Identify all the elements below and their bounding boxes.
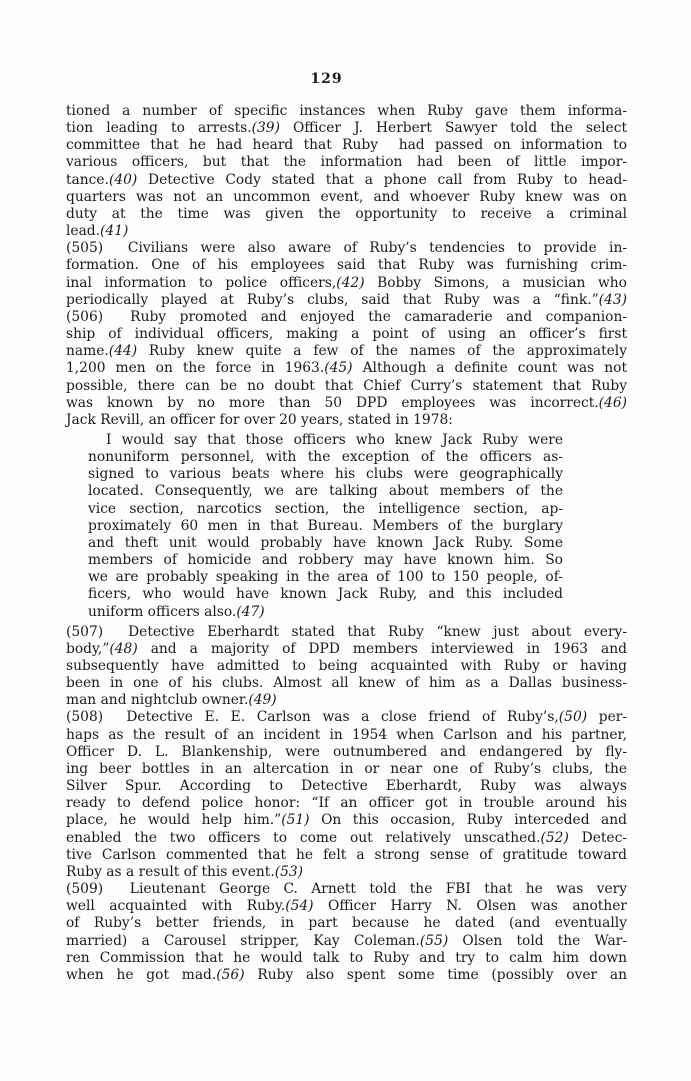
text-line: body,”(48) and a majority of DPD members interviewed in 1963 and <box>66 640 627 657</box>
text-line: tance.(40) Detective Cody stated that a phone call from Ruby to head- <box>66 171 627 188</box>
text-line: name.(44) Ruby knew quite a few of the names of the approximately <box>66 343 627 360</box>
block-quote <box>88 432 563 621</box>
text-line: well acquainted with Ruby.(54) Officer Harry N. Olsen was another <box>66 898 627 915</box>
text-line: members of homicide and robbery may have known him. So <box>88 552 563 569</box>
text-line: tioned a number of specific instances when Ruby gave them informa- <box>66 103 627 119</box>
text-line: married) a Carousel stripper, Kay Coleman.(55) Olsen told the War- <box>66 932 627 949</box>
text-line: subsequently have admitted to being acquainted with Ruby or having <box>66 658 627 674</box>
text-line: lead.(41) <box>66 223 129 240</box>
text-line: of Ruby’s better friends, in part because he dated (and eventually <box>66 915 627 932</box>
text-line: ship of individual officers, making a point of using an officer’s first <box>66 326 627 343</box>
text-line: ren Commission that he would talk to Ruby and try to calm him down <box>66 949 627 966</box>
text-line: committee that he had heard that Ruby had passed on information to <box>66 137 627 154</box>
text-line: and theft unit would probably have known Jack Ruby. Some <box>88 534 563 551</box>
text-line: various officers, but that the information had been of little impor- <box>66 154 627 171</box>
text-line: (505) Civilians were also aware of Ruby’s tendencies to provide in- <box>66 240 627 257</box>
text-line: tion leading to arrests.(39) Officer J. Herbert Sawyer told the select <box>66 120 627 137</box>
paragraph-505 <box>66 240 627 309</box>
text-line: nonuniform personnel, with the exception of the officers as- <box>88 449 563 466</box>
text-line: (507) Detective Eberhardt stated that Ruby “knew just about every- <box>66 623 627 640</box>
text-line: ready to defend police honor: “If an officer got in trouble around his <box>66 795 627 812</box>
text-line: man and nightclub owner.(49) <box>66 692 277 709</box>
text-line: haps as the result of an incident in 1954 when Carlson and his partner, <box>66 726 627 743</box>
paragraph-508 <box>66 709 627 881</box>
text-line: duty at the time was given the opportunity to receive a criminal <box>66 205 627 222</box>
paragraph-507 <box>66 624 627 710</box>
text-line: Jack Revill, an officer for over 20 years, stated in 1978: <box>66 411 453 428</box>
text-line: inal information to police officers,(42) Bobby Simons, a musician who <box>66 274 627 291</box>
text-line: when he got mad.(56) Ruby also spent some time (possibly over an <box>66 966 627 983</box>
text-line: we are probably speaking in the area of 100 to 150 people, of- <box>88 569 563 586</box>
text-line: Silver Spur. According to Detective Eberhardt, Ruby was always <box>66 778 627 795</box>
text-line: I would say that those officers who knew Jack Ruby were <box>106 431 563 448</box>
text-line: enabled the two officers to come out relatively unscathed.(52) Detec- <box>66 829 627 846</box>
page-number: 129 <box>310 71 343 87</box>
text-line: periodically played at Ruby’s clubs, said that Ruby was a “fink.”(43) <box>66 291 627 308</box>
paragraph-509 <box>66 881 627 984</box>
text-line: vice section, narcotics section, the intelligence section, ap- <box>88 500 563 517</box>
text-line: tive Carlson commented that he felt a strong sense of gratitude toward <box>66 846 627 863</box>
text-line: ing beer bottles in an altercation in or near one of Ruby’s clubs, the <box>66 760 627 777</box>
text-line: Officer D. L. Blankenship, were outnumbered and endangered by fly- <box>66 743 627 760</box>
text-line: formation. One of his employees said that Ruby was furnishing crim- <box>66 257 627 274</box>
text-line: uniform officers also.(47) <box>88 603 265 620</box>
paragraph-continuation <box>66 103 627 240</box>
text-line: ficers, who would have known Jack Ruby, and this included <box>88 586 563 603</box>
text-line: been in one of his clubs. Almost all knew of him as a Dallas business- <box>66 675 627 692</box>
text-line: signed to various beats where his clubs were geographically <box>88 466 563 483</box>
text-line: 1,200 men on the force in 1963.(45) Although a definite count was not <box>66 360 627 377</box>
text-line: possible, there can be no doubt that Chief Curry’s statement that Ruby <box>66 377 627 394</box>
text-line: (508) Detective E. E. Carlson was a close friend of Ruby’s,(50) per- <box>66 709 628 726</box>
text-line: quarters was not an uncommon event, and whoever Ruby knew was on <box>66 188 627 205</box>
text-line: (506) Ruby promoted and enjoyed the camaraderie and companion- <box>66 308 627 325</box>
text-line: located. Consequently, we are talking about members of the <box>88 483 563 500</box>
page-text-block <box>66 103 627 984</box>
text-line: proximately 60 men in that Bureau. Members of the burglary <box>88 517 563 534</box>
text-line: (509) Lieutenant George C. Arnett told the FBI that he was very <box>66 881 627 898</box>
text-line: place, he would help him.”(51) On this occasion, Ruby interceded and <box>66 812 627 829</box>
text-line: Ruby as a result of this event.(53) <box>66 863 304 880</box>
text-line: was known by no more than 50 DPD employees was incorrect.(46) <box>66 394 627 411</box>
paragraph-506 <box>66 309 627 429</box>
